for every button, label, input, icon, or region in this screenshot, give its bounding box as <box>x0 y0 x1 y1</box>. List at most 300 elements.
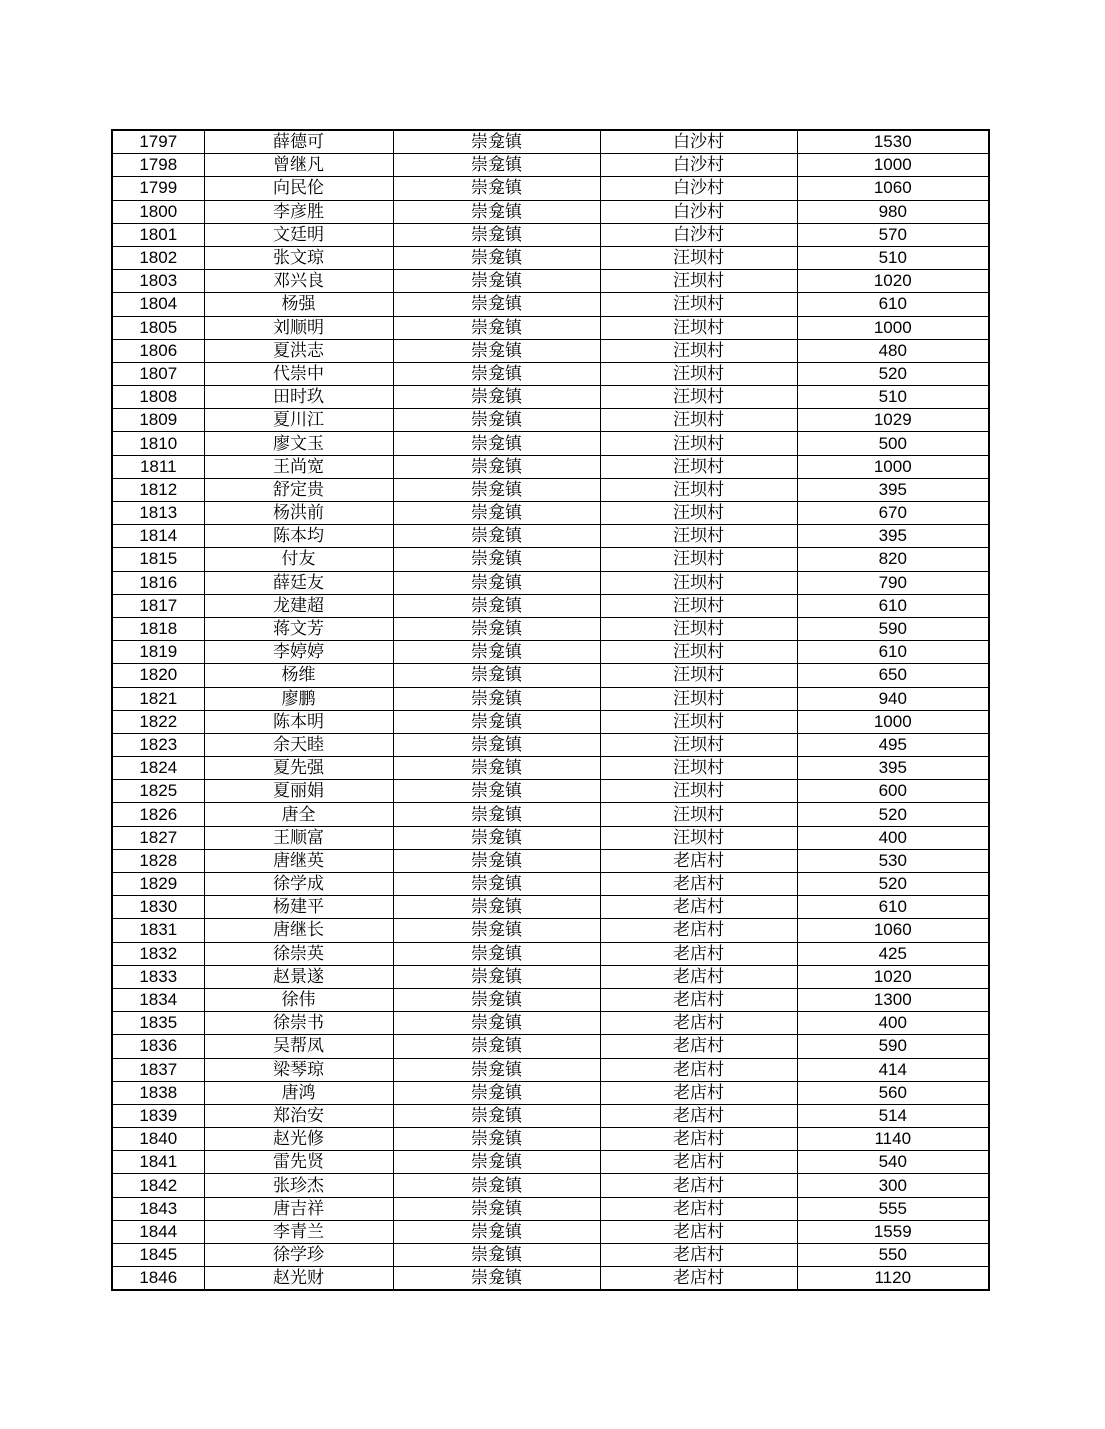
cell-number: 1818 <box>112 617 204 640</box>
cell-amount: 414 <box>797 1058 989 1081</box>
cell-amount: 590 <box>797 1035 989 1058</box>
cell-village: 老店村 <box>600 1151 797 1174</box>
cell-number: 1825 <box>112 780 204 803</box>
cell-village: 汪坝村 <box>600 803 797 826</box>
cell-town: 崇龛镇 <box>393 1104 600 1127</box>
table-row <box>112 1197 989 1220</box>
cell-amount: 425 <box>797 942 989 965</box>
cell-name: 张文琼 <box>204 246 393 269</box>
cell-village: 白沙村 <box>600 130 797 154</box>
table-row <box>112 502 989 525</box>
cell-town: 崇龛镇 <box>393 1244 600 1267</box>
cell-village: 老店村 <box>600 1267 797 1291</box>
cell-name: 吴帮凤 <box>204 1035 393 1058</box>
cell-village: 汪坝村 <box>600 502 797 525</box>
cell-village: 白沙村 <box>600 223 797 246</box>
cell-town: 崇龛镇 <box>393 270 600 293</box>
cell-name: 曾继凡 <box>204 154 393 177</box>
cell-village: 老店村 <box>600 1012 797 1035</box>
table-row <box>112 478 989 501</box>
cell-amount: 400 <box>797 1012 989 1035</box>
cell-village: 汪坝村 <box>600 664 797 687</box>
cell-amount: 1559 <box>797 1220 989 1243</box>
cell-name: 李青兰 <box>204 1220 393 1243</box>
cell-name: 赵景遂 <box>204 965 393 988</box>
cell-village: 汪坝村 <box>600 757 797 780</box>
cell-town: 崇龛镇 <box>393 1081 600 1104</box>
table-row <box>112 617 989 640</box>
cell-name: 蒋文芳 <box>204 617 393 640</box>
cell-town: 崇龛镇 <box>393 1128 600 1151</box>
cell-amount: 510 <box>797 386 989 409</box>
cell-number: 1817 <box>112 594 204 617</box>
cell-number: 1808 <box>112 386 204 409</box>
cell-town: 崇龛镇 <box>393 780 600 803</box>
table-row <box>112 757 989 780</box>
table-row <box>112 339 989 362</box>
table-row <box>112 525 989 548</box>
data-table <box>111 129 990 1291</box>
table-row <box>112 1151 989 1174</box>
cell-town: 崇龛镇 <box>393 293 600 316</box>
table-row <box>112 896 989 919</box>
cell-number: 1809 <box>112 409 204 432</box>
cell-name: 舒定贵 <box>204 478 393 501</box>
table-row <box>112 1244 989 1267</box>
cell-town: 崇龛镇 <box>393 1035 600 1058</box>
cell-number: 1807 <box>112 362 204 385</box>
cell-amount: 590 <box>797 617 989 640</box>
cell-town: 崇龛镇 <box>393 223 600 246</box>
cell-name: 文廷明 <box>204 223 393 246</box>
cell-town: 崇龛镇 <box>393 803 600 826</box>
cell-name: 田时玖 <box>204 386 393 409</box>
cell-number: 1800 <box>112 200 204 223</box>
cell-number: 1815 <box>112 548 204 571</box>
table-row <box>112 733 989 756</box>
cell-name: 徐学成 <box>204 873 393 896</box>
cell-amount: 1140 <box>797 1128 989 1151</box>
cell-town: 崇龛镇 <box>393 386 600 409</box>
cell-town: 崇龛镇 <box>393 409 600 432</box>
cell-number: 1819 <box>112 641 204 664</box>
table-row <box>112 432 989 455</box>
cell-village: 汪坝村 <box>600 246 797 269</box>
table-row <box>112 1012 989 1035</box>
cell-amount: 540 <box>797 1151 989 1174</box>
cell-name: 杨建平 <box>204 896 393 919</box>
cell-name: 徐学珍 <box>204 1244 393 1267</box>
cell-number: 1834 <box>112 988 204 1011</box>
cell-name: 梁琴琼 <box>204 1058 393 1081</box>
table-row <box>112 919 989 942</box>
cell-town: 崇龛镇 <box>393 826 600 849</box>
cell-town: 崇龛镇 <box>393 1220 600 1243</box>
cell-village: 汪坝村 <box>600 432 797 455</box>
cell-amount: 1029 <box>797 409 989 432</box>
cell-amount: 555 <box>797 1197 989 1220</box>
cell-number: 1797 <box>112 130 204 154</box>
cell-number: 1821 <box>112 687 204 710</box>
cell-number: 1837 <box>112 1058 204 1081</box>
table-row <box>112 409 989 432</box>
table-row <box>112 548 989 571</box>
table-row <box>112 130 989 154</box>
cell-amount: 610 <box>797 896 989 919</box>
table-row <box>112 641 989 664</box>
cell-town: 崇龛镇 <box>393 710 600 733</box>
cell-number: 1810 <box>112 432 204 455</box>
table-row <box>112 988 989 1011</box>
cell-village: 老店村 <box>600 1035 797 1058</box>
cell-amount: 1060 <box>797 919 989 942</box>
cell-name: 龙建超 <box>204 594 393 617</box>
cell-number: 1804 <box>112 293 204 316</box>
cell-amount: 610 <box>797 594 989 617</box>
cell-name: 杨维 <box>204 664 393 687</box>
cell-village: 白沙村 <box>600 177 797 200</box>
cell-amount: 520 <box>797 873 989 896</box>
cell-village: 汪坝村 <box>600 316 797 339</box>
cell-name: 代崇中 <box>204 362 393 385</box>
table-row <box>112 1267 989 1291</box>
table-row <box>112 1220 989 1243</box>
cell-village: 老店村 <box>600 896 797 919</box>
cell-amount: 395 <box>797 478 989 501</box>
table-row <box>112 177 989 200</box>
cell-name: 唐吉祥 <box>204 1197 393 1220</box>
table-row <box>112 942 989 965</box>
cell-number: 1805 <box>112 316 204 339</box>
cell-village: 老店村 <box>600 1244 797 1267</box>
cell-amount: 495 <box>797 733 989 756</box>
cell-town: 崇龛镇 <box>393 849 600 872</box>
cell-village: 汪坝村 <box>600 826 797 849</box>
cell-amount: 1000 <box>797 710 989 733</box>
cell-name: 陈本均 <box>204 525 393 548</box>
cell-village: 老店村 <box>600 942 797 965</box>
cell-name: 张珍杰 <box>204 1174 393 1197</box>
cell-village: 汪坝村 <box>600 710 797 733</box>
cell-number: 1816 <box>112 571 204 594</box>
cell-amount: 1000 <box>797 154 989 177</box>
cell-amount: 480 <box>797 339 989 362</box>
cell-amount: 400 <box>797 826 989 849</box>
cell-town: 崇龛镇 <box>393 873 600 896</box>
cell-village: 汪坝村 <box>600 548 797 571</box>
table-row <box>112 803 989 826</box>
cell-name: 余天睦 <box>204 733 393 756</box>
cell-number: 1812 <box>112 478 204 501</box>
cell-village: 老店村 <box>600 988 797 1011</box>
cell-amount: 510 <box>797 246 989 269</box>
cell-village: 老店村 <box>600 1197 797 1220</box>
cell-amount: 1300 <box>797 988 989 1011</box>
cell-amount: 1020 <box>797 965 989 988</box>
cell-amount: 395 <box>797 757 989 780</box>
cell-village: 老店村 <box>600 1081 797 1104</box>
table-row <box>112 293 989 316</box>
cell-name: 李彦胜 <box>204 200 393 223</box>
cell-town: 崇龛镇 <box>393 687 600 710</box>
cell-village: 老店村 <box>600 1104 797 1127</box>
cell-town: 崇龛镇 <box>393 1151 600 1174</box>
cell-village: 汪坝村 <box>600 780 797 803</box>
cell-number: 1826 <box>112 803 204 826</box>
cell-number: 1846 <box>112 1267 204 1291</box>
cell-number: 1839 <box>112 1104 204 1127</box>
cell-name: 杨强 <box>204 293 393 316</box>
cell-town: 崇龛镇 <box>393 432 600 455</box>
table-row <box>112 362 989 385</box>
cell-name: 向民伦 <box>204 177 393 200</box>
table-row <box>112 1104 989 1127</box>
cell-town: 崇龛镇 <box>393 1197 600 1220</box>
cell-name: 夏先强 <box>204 757 393 780</box>
cell-name: 赵光财 <box>204 1267 393 1291</box>
cell-number: 1840 <box>112 1128 204 1151</box>
cell-amount: 1530 <box>797 130 989 154</box>
cell-amount: 1020 <box>797 270 989 293</box>
cell-name: 廖鹏 <box>204 687 393 710</box>
cell-village: 汪坝村 <box>600 733 797 756</box>
cell-name: 王尚宽 <box>204 455 393 478</box>
cell-number: 1832 <box>112 942 204 965</box>
cell-amount: 610 <box>797 293 989 316</box>
cell-amount: 940 <box>797 687 989 710</box>
cell-town: 崇龛镇 <box>393 177 600 200</box>
cell-name: 杨洪前 <box>204 502 393 525</box>
cell-town: 崇龛镇 <box>393 316 600 339</box>
table-row <box>112 270 989 293</box>
cell-name: 徐崇书 <box>204 1012 393 1035</box>
cell-name: 付友 <box>204 548 393 571</box>
cell-number: 1803 <box>112 270 204 293</box>
table-row <box>112 780 989 803</box>
cell-village: 老店村 <box>600 1058 797 1081</box>
cell-amount: 610 <box>797 641 989 664</box>
cell-town: 崇龛镇 <box>393 919 600 942</box>
cell-village: 汪坝村 <box>600 525 797 548</box>
cell-village: 老店村 <box>600 849 797 872</box>
cell-number: 1831 <box>112 919 204 942</box>
cell-name: 邓兴良 <box>204 270 393 293</box>
table-row <box>112 1035 989 1058</box>
cell-amount: 1120 <box>797 1267 989 1291</box>
cell-amount: 570 <box>797 223 989 246</box>
cell-name: 赵光修 <box>204 1128 393 1151</box>
cell-amount: 650 <box>797 664 989 687</box>
cell-village: 汪坝村 <box>600 386 797 409</box>
cell-village: 汪坝村 <box>600 362 797 385</box>
cell-name: 薛廷友 <box>204 571 393 594</box>
table-row <box>112 223 989 246</box>
cell-name: 刘顺明 <box>204 316 393 339</box>
cell-number: 1823 <box>112 733 204 756</box>
cell-village: 汪坝村 <box>600 594 797 617</box>
cell-town: 崇龛镇 <box>393 757 600 780</box>
cell-town: 崇龛镇 <box>393 339 600 362</box>
table-row <box>112 246 989 269</box>
table-row <box>112 1081 989 1104</box>
cell-name: 夏丽娟 <box>204 780 393 803</box>
cell-village: 白沙村 <box>600 154 797 177</box>
cell-amount: 670 <box>797 502 989 525</box>
table-row <box>112 316 989 339</box>
cell-village: 汪坝村 <box>600 478 797 501</box>
cell-amount: 600 <box>797 780 989 803</box>
cell-name: 王顺富 <box>204 826 393 849</box>
table-row <box>112 965 989 988</box>
cell-town: 崇龛镇 <box>393 455 600 478</box>
cell-number: 1802 <box>112 246 204 269</box>
cell-number: 1845 <box>112 1244 204 1267</box>
cell-name: 李婷婷 <box>204 641 393 664</box>
cell-name: 雷先贤 <box>204 1151 393 1174</box>
cell-amount: 300 <box>797 1174 989 1197</box>
cell-amount: 520 <box>797 803 989 826</box>
table-row <box>112 154 989 177</box>
table-row <box>112 1174 989 1197</box>
cell-town: 崇龛镇 <box>393 664 600 687</box>
cell-number: 1799 <box>112 177 204 200</box>
cell-amount: 500 <box>797 432 989 455</box>
cell-village: 汪坝村 <box>600 409 797 432</box>
cell-number: 1836 <box>112 1035 204 1058</box>
cell-number: 1838 <box>112 1081 204 1104</box>
table-row <box>112 455 989 478</box>
cell-number: 1801 <box>112 223 204 246</box>
cell-town: 崇龛镇 <box>393 362 600 385</box>
cell-amount: 520 <box>797 362 989 385</box>
cell-village: 老店村 <box>600 965 797 988</box>
cell-town: 崇龛镇 <box>393 896 600 919</box>
table-row <box>112 664 989 687</box>
cell-number: 1835 <box>112 1012 204 1035</box>
cell-village: 汪坝村 <box>600 687 797 710</box>
cell-number: 1814 <box>112 525 204 548</box>
cell-number: 1843 <box>112 1197 204 1220</box>
table-row <box>112 571 989 594</box>
table-body <box>112 130 989 1290</box>
cell-village: 老店村 <box>600 1220 797 1243</box>
table-row <box>112 873 989 896</box>
cell-village: 汪坝村 <box>600 270 797 293</box>
cell-town: 崇龛镇 <box>393 130 600 154</box>
cell-village: 老店村 <box>600 873 797 896</box>
cell-town: 崇龛镇 <box>393 1174 600 1197</box>
table-row <box>112 849 989 872</box>
cell-town: 崇龛镇 <box>393 617 600 640</box>
table-row <box>112 710 989 733</box>
cell-name: 徐伟 <box>204 988 393 1011</box>
cell-village: 汪坝村 <box>600 641 797 664</box>
cell-name: 唐全 <box>204 803 393 826</box>
cell-amount: 560 <box>797 1081 989 1104</box>
cell-name: 唐继英 <box>204 849 393 872</box>
cell-number: 1822 <box>112 710 204 733</box>
table-row <box>112 200 989 223</box>
cell-village: 汪坝村 <box>600 293 797 316</box>
cell-village: 汪坝村 <box>600 455 797 478</box>
cell-name: 夏洪志 <box>204 339 393 362</box>
cell-number: 1828 <box>112 849 204 872</box>
cell-number: 1827 <box>112 826 204 849</box>
cell-name: 廖文玉 <box>204 432 393 455</box>
cell-number: 1830 <box>112 896 204 919</box>
cell-name: 陈本明 <box>204 710 393 733</box>
table-row <box>112 826 989 849</box>
cell-number: 1829 <box>112 873 204 896</box>
cell-town: 崇龛镇 <box>393 478 600 501</box>
cell-name: 夏川江 <box>204 409 393 432</box>
cell-amount: 1000 <box>797 455 989 478</box>
cell-town: 崇龛镇 <box>393 502 600 525</box>
cell-town: 崇龛镇 <box>393 988 600 1011</box>
cell-town: 崇龛镇 <box>393 548 600 571</box>
cell-amount: 514 <box>797 1104 989 1127</box>
table-row <box>112 386 989 409</box>
cell-town: 崇龛镇 <box>393 942 600 965</box>
cell-number: 1813 <box>112 502 204 525</box>
cell-number: 1842 <box>112 1174 204 1197</box>
cell-village: 白沙村 <box>600 200 797 223</box>
cell-amount: 530 <box>797 849 989 872</box>
cell-name: 唐鸿 <box>204 1081 393 1104</box>
cell-number: 1820 <box>112 664 204 687</box>
cell-town: 崇龛镇 <box>393 594 600 617</box>
cell-town: 崇龛镇 <box>393 1058 600 1081</box>
cell-village: 老店村 <box>600 1128 797 1151</box>
cell-name: 郑治安 <box>204 1104 393 1127</box>
table-row <box>112 1058 989 1081</box>
cell-village: 汪坝村 <box>600 617 797 640</box>
table-row <box>112 1128 989 1151</box>
table-row <box>112 687 989 710</box>
cell-village: 老店村 <box>600 1174 797 1197</box>
cell-town: 崇龛镇 <box>393 1267 600 1291</box>
cell-town: 崇龛镇 <box>393 1012 600 1035</box>
cell-amount: 1060 <box>797 177 989 200</box>
cell-amount: 790 <box>797 571 989 594</box>
cell-number: 1833 <box>112 965 204 988</box>
cell-town: 崇龛镇 <box>393 965 600 988</box>
cell-number: 1798 <box>112 154 204 177</box>
cell-town: 崇龛镇 <box>393 200 600 223</box>
cell-name: 薛德可 <box>204 130 393 154</box>
cell-town: 崇龛镇 <box>393 525 600 548</box>
table-row <box>112 594 989 617</box>
cell-number: 1844 <box>112 1220 204 1243</box>
cell-amount: 1000 <box>797 316 989 339</box>
cell-number: 1811 <box>112 455 204 478</box>
cell-village: 汪坝村 <box>600 571 797 594</box>
cell-town: 崇龛镇 <box>393 641 600 664</box>
cell-name: 唐继长 <box>204 919 393 942</box>
cell-town: 崇龛镇 <box>393 246 600 269</box>
cell-village: 老店村 <box>600 919 797 942</box>
cell-town: 崇龛镇 <box>393 571 600 594</box>
cell-amount: 550 <box>797 1244 989 1267</box>
cell-amount: 820 <box>797 548 989 571</box>
cell-amount: 395 <box>797 525 989 548</box>
cell-town: 崇龛镇 <box>393 154 600 177</box>
cell-amount: 980 <box>797 200 989 223</box>
cell-number: 1806 <box>112 339 204 362</box>
cell-village: 汪坝村 <box>600 339 797 362</box>
cell-number: 1841 <box>112 1151 204 1174</box>
cell-name: 徐崇英 <box>204 942 393 965</box>
